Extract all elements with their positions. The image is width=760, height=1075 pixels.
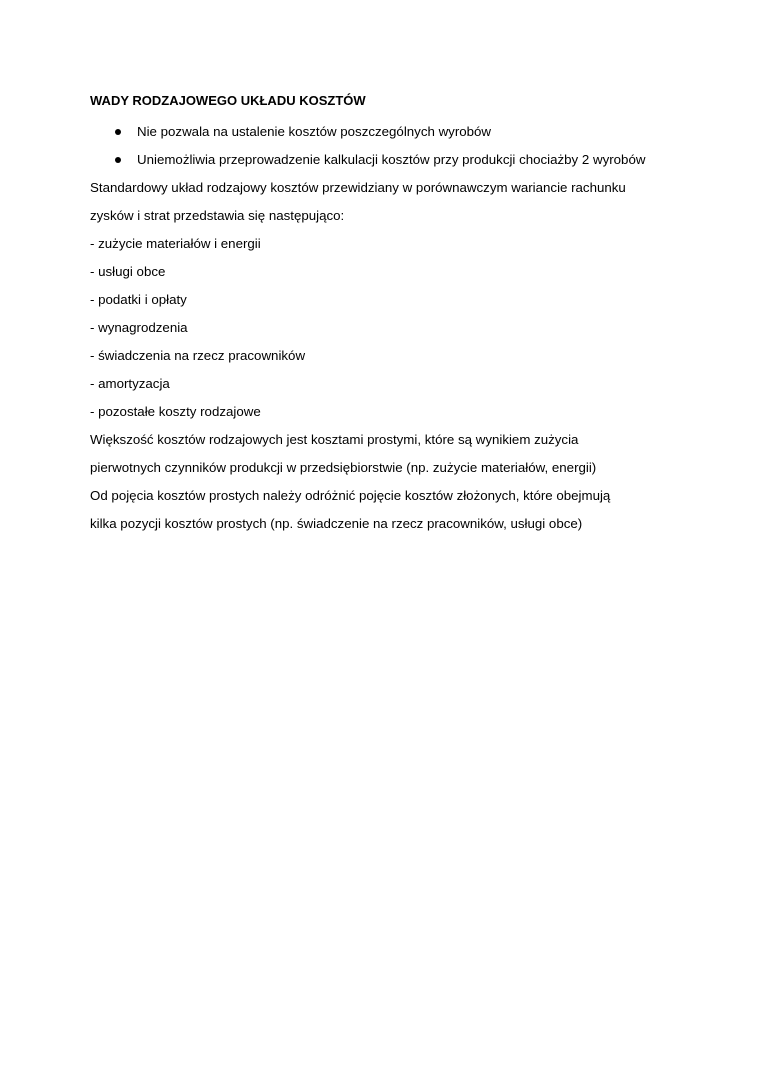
cost-item: - zużycie materiałów i energii (90, 236, 261, 251)
cost-item: - amortyzacja (90, 376, 170, 391)
list-item (90, 118, 680, 146)
list-item-text: Uniemożliwia przeprowadzenie kalkulacji kosztów przy produkcji chociażby 2 wyrobów (137, 152, 646, 167)
bullet-icon (115, 157, 121, 163)
section-heading: WADY RODZAJOWEGO UKŁADU KOSZTÓW (90, 93, 366, 108)
complex-costs-line-1: Od pojęcia kosztów prostych należy odróżnić pojęcie kosztów złożonych, które obejmują (90, 488, 611, 503)
cost-item: - usługi obce (90, 264, 166, 279)
intro-paragraph (90, 174, 680, 230)
cost-item: - świadczenia na rzecz pracowników (90, 348, 306, 363)
simple-costs-line-1: Większość kosztów rodzajowych jest kosztami prostymi, które są wynikiem zużycia (90, 432, 579, 447)
bullet-icon (115, 129, 121, 135)
list-item-text: Nie pozwala na ustalenie kosztów poszczególnych wyrobów (137, 124, 492, 139)
document-body (90, 90, 680, 538)
cost-item: - podatki i opłaty (90, 292, 187, 307)
cost-item: - wynagrodzenia (90, 320, 188, 335)
simple-costs-paragraph (90, 426, 680, 482)
cost-item: - pozostałe koszty rodzajowe (90, 404, 261, 419)
drawbacks-list (90, 118, 680, 174)
simple-costs-line-2: pierwotnych czynników produkcji w przedsiębiorstwie (np. zużycie materiałów, energii) (90, 460, 597, 475)
list-item (90, 146, 680, 174)
complex-costs-paragraph (90, 482, 680, 538)
intro-line-1: Standardowy układ rodzajowy kosztów przewidziany w porównawczym wariancie rachunku (90, 180, 626, 195)
complex-costs-line-2: kilka pozycji kosztów prostych (np. świadczenie na rzecz pracowników, usługi obce) (90, 516, 583, 531)
cost-items-list (90, 230, 680, 426)
intro-line-2: zysków i strat przedstawia się następująco: (90, 208, 345, 223)
